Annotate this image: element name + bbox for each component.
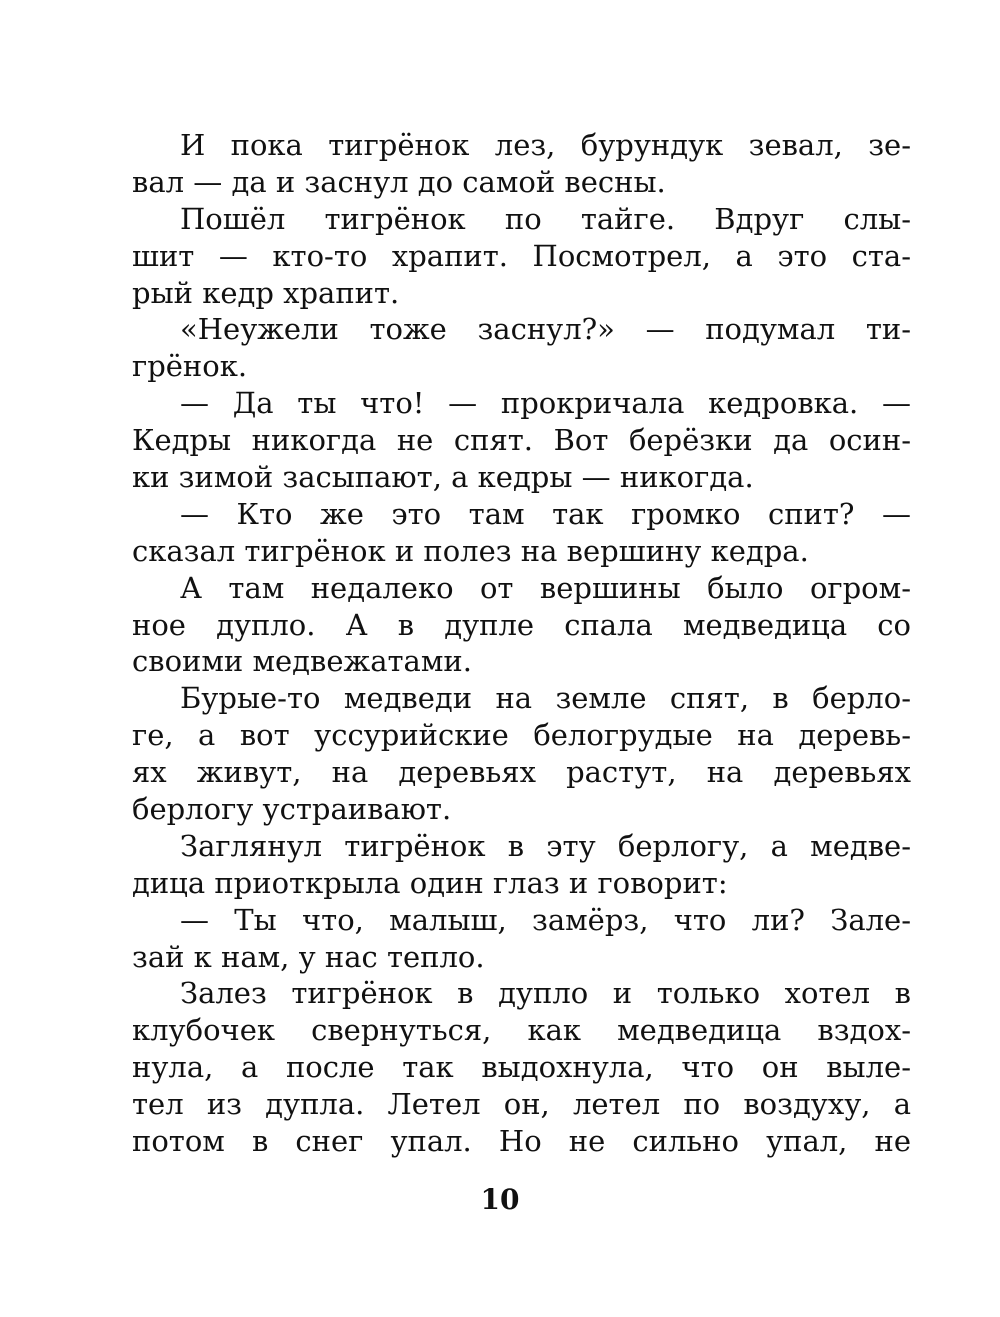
text-line: рый кедр храпит. bbox=[132, 275, 400, 310]
text-line: ях живут, на деревьях растут, на деревьях bbox=[132, 755, 911, 790]
text-line: своими медвежатами. bbox=[132, 644, 472, 679]
text-line: потом в снег упал. Но не сильно упал, не bbox=[132, 1124, 911, 1159]
text-line: Бурые-то медведи на земле спят, в берло- bbox=[180, 681, 911, 716]
text-line: Заглянул тигрёнок в эту берлогу, а медве- bbox=[180, 828, 911, 863]
text-line: шит — кто-то храпит. Посмотрел, а это ста- bbox=[132, 238, 911, 273]
text-line: — Кто же это там так громко спит? — bbox=[180, 496, 911, 531]
story-text bbox=[132, 127, 911, 1160]
text-line: «Неужели тоже заснул?» — подумал ти- bbox=[180, 312, 911, 347]
text-line: берлогу устраивают. bbox=[132, 792, 452, 827]
text-line: И пока тигрёнок лез, бурундук зевал, зе- bbox=[180, 128, 911, 162]
text-line: А там недалеко от вершины было огром- bbox=[180, 570, 911, 605]
page-number: 10 bbox=[480, 1183, 520, 1216]
text-line: клубочек свернуться, как медведица вздох- bbox=[132, 1013, 911, 1048]
text-line: грёнок. bbox=[132, 349, 248, 384]
text-line: дица приоткрыла один глаз и говорит: bbox=[132, 865, 728, 900]
text-line: ге, а вот уссурийские белогрудые на деревь- bbox=[132, 718, 911, 753]
text-line: вал — да и заснул до самой весны. bbox=[132, 164, 666, 199]
text-line: нула, а после так выдохнула, что он выле- bbox=[132, 1050, 911, 1085]
text-line: Залез тигрёнок в дупло и только хотел в bbox=[180, 976, 911, 1011]
text-line: Кедры никогда не спят. Вот берёзки да осин- bbox=[132, 423, 911, 458]
text-line: Пошёл тигрёнок по тайге. Вдруг слы- bbox=[180, 201, 911, 236]
text-line: зай к нам, у нас тепло. bbox=[132, 939, 485, 974]
text-line: — Да ты что! — прокричала кедровка. — bbox=[180, 386, 911, 421]
text-line: — Ты что, малыш, замёрз, что ли? Зале- bbox=[180, 902, 911, 937]
text-line: ки зимой засыпают, а кедры — никогда. bbox=[132, 460, 754, 495]
text-line: сказал тигрёнок и полез на вершину кедра. bbox=[132, 533, 809, 568]
text-line: ное дупло. А в дупле спала медведица со bbox=[132, 607, 911, 642]
text-line: тел из дупла. Летел он, летел по воздуху, а bbox=[132, 1087, 911, 1122]
